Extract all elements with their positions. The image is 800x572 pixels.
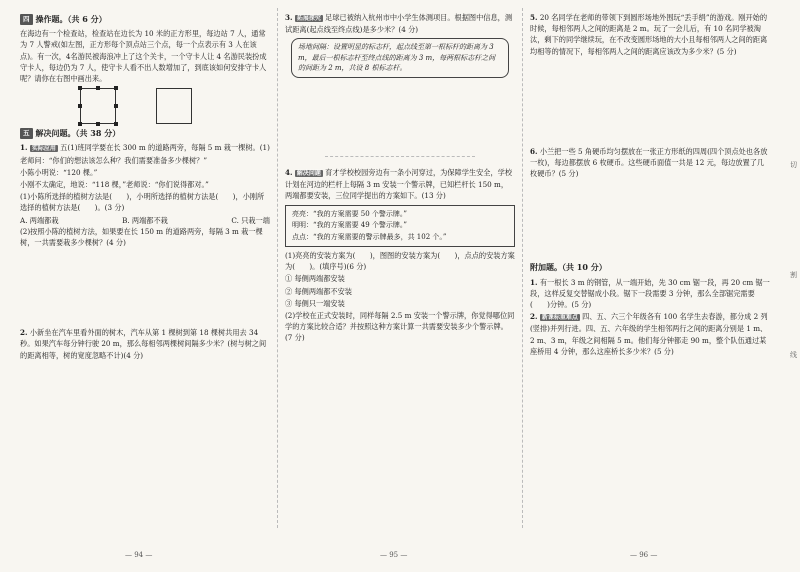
e2-tag: 新课标重难点 (541, 314, 578, 322)
q1-line-b: 小刚不太确定，地说：“118 棵，”老师说：“你们说得都对。” (20, 180, 209, 190)
proposal-a: 亮亮：“我的方案需要 50 个警示牌。” (292, 209, 408, 218)
q1-sub2: (2)按照小陈的植树方法，如果要在长 150 m 的道路两旁，每隔 3 m 栽一棵树，一共需要栽多少棵树？(4 分) (20, 226, 263, 248)
q1-option-b: B. 两端都不栽 (122, 215, 168, 225)
q4-proposals-box (285, 205, 515, 248)
q4-sub1: (1)亮亮的安装方案为( )，图图的安装方案为( )，点点的安装方案为( )。(填序号)(6 分) (285, 251, 515, 272)
sample-square-figure (80, 88, 116, 124)
q1-sub1: (1)小陈所选择的植树方法是( )，小明所选择的植树方法是( )，小刚所选择的植树方法是( )。(3 分) (20, 192, 265, 213)
cut-line-label-c: 线 (790, 351, 797, 359)
question-2: 2. 小新坐在汽车里看外面的树木，汽车从第 1 棵树到第 18 棵树共用去 34 秒。如果汽车每分钟行驶 20 m，那么每相邻两棵树间隔多少米？(树与树之间的距离相等，树的宽度忽略不计)(4 分) (20, 328, 267, 360)
proposal-b: 明明：“我的方案需要 49 个警示牌。” (292, 221, 408, 230)
proposal-c: 点点：“我的方案需要的警示牌最多，共 102 个。” (292, 232, 447, 241)
column-divider-1 (277, 8, 278, 528)
q3-info-box: 场地间隔：设置明显的标志杆，起点线至第一根标杆的距离为 3 m，最后一根标志杆至终点线的距离为 3 m，每两根标志杆之间的间距为 2 m，共设 8 根标志杆。 (291, 38, 509, 78)
cut-line-label-b: 割 (790, 271, 797, 279)
question-1: 1. 实际应用 五(1)班同学要在长 300 m 的道路两旁，每隔 5 m 栽一棵树。(1)老师问：“你们的想法该怎么种？我们需要准备多少棵树？” (20, 143, 270, 165)
answer-space-q5[interactable] (530, 58, 770, 146)
q4-option-1: ① 每侧两端都安装 (285, 274, 345, 284)
ops-section-title (20, 14, 270, 25)
q1-options (20, 215, 270, 226)
page-number-94: — 94 — (125, 551, 153, 559)
q1-tag: 实际应用 (31, 145, 56, 153)
extra-section-title: 附加题。（共 10 分） (530, 262, 607, 273)
section-num-badge: 四 (20, 14, 33, 25)
column-left (20, 12, 270, 362)
ops-figures (80, 88, 270, 124)
column-right (530, 12, 770, 358)
q4-option-3: ③ 每侧只一端安装 (285, 298, 345, 308)
section-num-badge-5: 五 (20, 128, 33, 139)
answer-space-q6[interactable] (530, 180, 770, 260)
question-4: 4. 解决问题 育才学校校园旁边有一条小河穿过，为保障学生安全，学校计划在河边的栏杆上每隔 3 m 安装一个警示牌，已知栏杆长 150 m，两端都要安装，三位同学提出的方案如下。(13 分) (285, 167, 513, 201)
question-6: 6. 小兰把一些 5 角硬币均匀摆放在一张正方形纸的四周(四个顶点处也各放一枚)，每边都摆放 6 枚硬币。这些硬币面值一共是 12 元，每边放置了几枚硬币？(5 分) (530, 146, 768, 179)
solve-section-title (20, 128, 270, 139)
ops-body: 在海边有一个检查站，检查站在边长为 10 米的正方形里，每边站 7 人，通常为 7 人警戒(如左图，正方形每个顶点站三个点，每一个点表示有 3 人在该点)。有一次，4名游民被海浪冲上了这个关卡，一个守卡人让 4 名游民装扮成守卡人，每边仍为 7 人，使守卡人看不出人数增加了，到底该如何安排守卡人呢？请你在右图中画出来。 (20, 29, 267, 84)
q3-tag: 拓展探究 (296, 15, 321, 22)
page-number-96: — 96 — (630, 551, 658, 559)
extra-question-1: 1. 有一根长 3 m 的钢管，从一端开始，先 30 cm 锯一段，再 20 cm 锯一段，这样反复交替锯成小段。锯下一段需要 3 分钟，那么全部锯完需要( )分钟。(5 分) (530, 277, 770, 310)
column-middle (285, 12, 515, 345)
column-divider-2 (522, 8, 523, 528)
cut-line-label-a: 切 (790, 161, 797, 169)
answer-square-figure[interactable] (156, 88, 192, 124)
q1-option-c: C. 只栽一端 (231, 215, 270, 225)
page-number-95: — 95 — (380, 551, 408, 559)
q1-line-a: 小陈小明说：“120 棵。” (20, 167, 98, 177)
solve-title-text: 解决问题。（共 38 分） (35, 128, 121, 139)
q1-option-a: A. 两端都栽 (20, 215, 59, 225)
extra-question-2: 2. 新课标重难点 四、五、六三个年级各有 100 名学生去春游，都分成 2 列(竖排)并列行进。四、五、六年级的学生相邻两行之间的距离分别是 1 m、2 m、3 m，年级之间相隔 5 m。他们每分钟都走 90 m，整个队伍通过某座桥用 4 分钟，那么这座桥长多少米？(5 分) (530, 312, 768, 356)
q4-sub2: (2)学校在正式安装时，同样每隔 2.5 m 安装一个警示牌，你觉得哪位同学的方案比较合适？并按照这种方案计算一共需要安装多少个警示牌。(7 分) (285, 311, 515, 343)
answer-space-q1[interactable] (20, 249, 270, 327)
question-5: 5. 20 名同学在老师的带领下到圆形场地外围玩“丢手绢”的游戏。刚开始的时候，每相邻两人之间的距离是 2 m。玩了一会儿后，有 10 名同学被淘汰，剩下的同学继续玩，在不改变圆形场地的大小且每相邻两人之间的距离均相等的情况下，每相邻两人之间的距离应该改为多少米？(5 分) (530, 13, 768, 56)
ops-title-text: 操作题。（共 6 分） (35, 14, 107, 24)
q4-option-2: ② 每侧两端都不安装 (285, 286, 352, 296)
question-3: 3. 拓展探究 足球已被纳入杭州市中小学生体测项目。根据图中信息，测试距离(起点线至终点线)是多少米？(4 分) (285, 13, 513, 35)
q4-tag: 解决问题 (296, 169, 321, 177)
answer-dash-line (325, 156, 475, 157)
